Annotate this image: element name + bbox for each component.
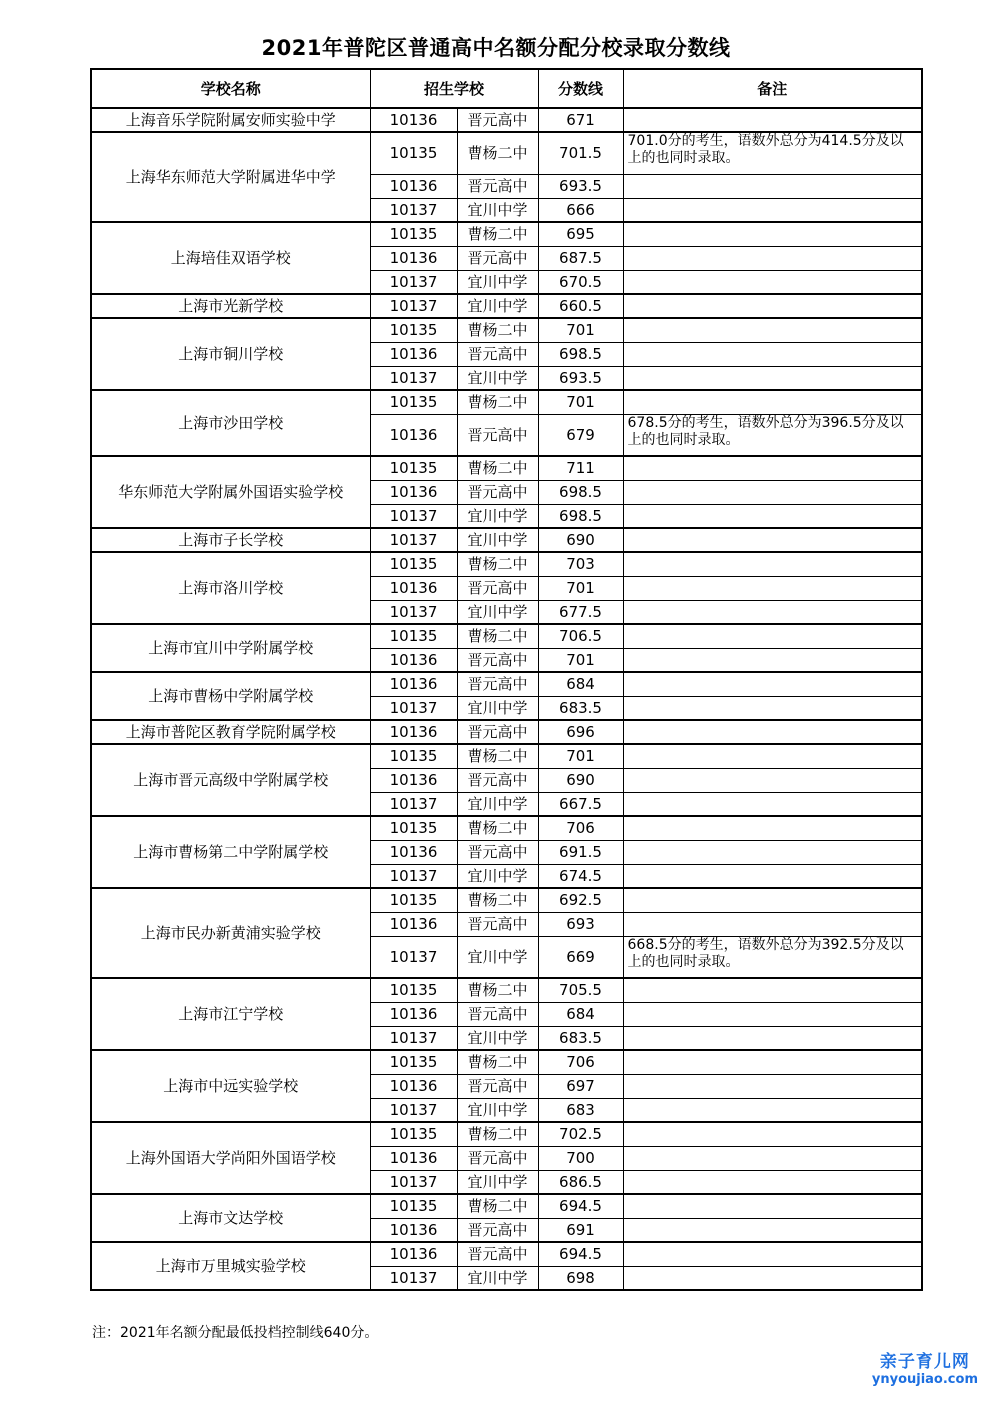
- score-cell: 694.5: [538, 1242, 623, 1266]
- school-name-cell: 上海市宜川中学附属学校: [91, 624, 370, 672]
- enrolling-code-cell: 10136: [370, 768, 457, 792]
- enrolling-code-cell: 10137: [370, 294, 457, 318]
- enrolling-code-cell: 10136: [370, 1146, 457, 1170]
- score-cell: 694.5: [538, 1194, 623, 1218]
- enrolling-code-cell: 10137: [370, 366, 457, 390]
- remark-cell: [623, 1170, 922, 1194]
- enrolling-school-cell: 曹杨二中: [457, 1122, 538, 1146]
- remark-cell: [623, 1122, 922, 1146]
- enrolling-school-cell: 晋元高中: [457, 840, 538, 864]
- score-cell: 701: [538, 318, 623, 342]
- page-title: 2021年普陀区普通高中名额分配分校录取分数线: [261, 36, 731, 60]
- remark-cell: [623, 1194, 922, 1218]
- school-name-cell: 上海市中远实验学校: [91, 1050, 370, 1122]
- enrolling-code-cell: 10136: [370, 672, 457, 696]
- remark-cell: [623, 504, 922, 528]
- enrolling-code-cell: 10137: [370, 504, 457, 528]
- remark-cell: [623, 222, 922, 246]
- score-cell: 684: [538, 672, 623, 696]
- table-row: [91, 720, 922, 744]
- score-cell: 695: [538, 222, 623, 246]
- remark-cell: [623, 456, 922, 480]
- score-cell: 667.5: [538, 792, 623, 816]
- score-cell: 687.5: [538, 246, 623, 270]
- remark-cell: 678.5分的考生，语数外总分为396.5分及以上的也同时录取。: [623, 414, 922, 456]
- score-cell: 677.5: [538, 600, 623, 624]
- enrolling-school-cell: 曹杨二中: [457, 222, 538, 246]
- score-cell: 666: [538, 198, 623, 222]
- table-row: [91, 456, 922, 480]
- score-cell: 698: [538, 1266, 623, 1290]
- table-row: [91, 294, 922, 318]
- enrolling-code-cell: 10136: [370, 720, 457, 744]
- enrolling-code-cell: 10136: [370, 912, 457, 936]
- remark-cell: [623, 1218, 922, 1242]
- enrolling-school-cell: 曹杨二中: [457, 978, 538, 1002]
- enrolling-school-cell: 晋元高中: [457, 480, 538, 504]
- enrolling-code-cell: 10136: [370, 1218, 457, 1242]
- enrolling-code-cell: 10137: [370, 198, 457, 222]
- remark-cell: [623, 1146, 922, 1170]
- score-cell: 700: [538, 1146, 623, 1170]
- remark-cell: [623, 1002, 922, 1026]
- table-row: [91, 1242, 922, 1266]
- remark-cell: [623, 1026, 922, 1050]
- enrolling-code-cell: 10136: [370, 174, 457, 198]
- admission-score-table: [90, 68, 923, 1291]
- remark-cell: [623, 744, 922, 768]
- enrolling-school-cell: 宜川中学: [457, 1266, 538, 1290]
- remark-cell: [623, 864, 922, 888]
- enrolling-code-cell: 10136: [370, 648, 457, 672]
- school-name-cell: 上海市万里城实验学校: [91, 1242, 370, 1290]
- score-cell: 669: [538, 936, 623, 978]
- score-cell: 679: [538, 414, 623, 456]
- enrolling-school-cell: 宜川中学: [457, 504, 538, 528]
- table-row: [91, 390, 922, 414]
- table-header-row: [91, 69, 922, 108]
- school-name-cell: 上海音乐学院附属安师实验中学: [91, 108, 370, 132]
- remark-cell: [623, 1050, 922, 1074]
- table-row: [91, 1194, 922, 1218]
- school-name-cell: 上海市曹杨第二中学附属学校: [91, 816, 370, 888]
- enrolling-school-cell: 曹杨二中: [457, 552, 538, 576]
- remark-cell: [623, 1074, 922, 1098]
- score-cell: 693: [538, 912, 623, 936]
- score-cell: 698.5: [538, 504, 623, 528]
- table-row: [91, 816, 922, 840]
- enrolling-school-cell: 晋元高中: [457, 174, 538, 198]
- enrolling-school-cell: 曹杨二中: [457, 816, 538, 840]
- school-name-cell: 上海市文达学校: [91, 1194, 370, 1242]
- score-cell: 693.5: [538, 174, 623, 198]
- score-cell: 706.5: [538, 624, 623, 648]
- enrolling-school-cell: 晋元高中: [457, 108, 538, 132]
- enrolling-school-cell: 晋元高中: [457, 912, 538, 936]
- enrolling-code-cell: 10135: [370, 1050, 457, 1074]
- enrolling-school-cell: 宜川中学: [457, 294, 538, 318]
- table-row: [91, 1122, 922, 1146]
- enrolling-code-cell: 10135: [370, 1122, 457, 1146]
- remark-cell: [623, 552, 922, 576]
- score-cell: 671: [538, 108, 623, 132]
- enrolling-code-cell: 10135: [370, 624, 457, 648]
- score-cell: 696: [538, 720, 623, 744]
- remark-cell: 701.0分的考生，语数外总分为414.5分及以上的也同时录取。: [623, 132, 922, 174]
- enrolling-school-cell: 宜川中学: [457, 792, 538, 816]
- enrolling-school-cell: 曹杨二中: [457, 1050, 538, 1074]
- remark-cell: [623, 390, 922, 414]
- enrolling-school-cell: 晋元高中: [457, 1242, 538, 1266]
- enrolling-code-cell: 10135: [370, 222, 457, 246]
- enrolling-school-cell: 宜川中学: [457, 1170, 538, 1194]
- enrolling-code-cell: 10136: [370, 342, 457, 366]
- table-row: [91, 624, 922, 648]
- enrolling-school-cell: 曹杨二中: [457, 744, 538, 768]
- score-cell: 674.5: [538, 864, 623, 888]
- enrolling-school-cell: 曹杨二中: [457, 390, 538, 414]
- table-row: [91, 888, 922, 912]
- table-row: [91, 1050, 922, 1074]
- score-cell: 684: [538, 1002, 623, 1026]
- score-cell: 670.5: [538, 270, 623, 294]
- score-cell: 701: [538, 576, 623, 600]
- enrolling-school-cell: 宜川中学: [457, 864, 538, 888]
- enrolling-school-cell: 晋元高中: [457, 1074, 538, 1098]
- remark-cell: [623, 840, 922, 864]
- enrolling-school-cell: 晋元高中: [457, 576, 538, 600]
- enrolling-school-cell: 晋元高中: [457, 768, 538, 792]
- remark-cell: [623, 912, 922, 936]
- school-name-cell: 上海华东师范大学附属进华中学: [91, 132, 370, 222]
- table-row: [91, 528, 922, 552]
- score-cell: 691.5: [538, 840, 623, 864]
- enrolling-code-cell: 10135: [370, 978, 457, 1002]
- enrolling-school-cell: 宜川中学: [457, 696, 538, 720]
- enrolling-school-cell: 晋元高中: [457, 246, 538, 270]
- remark-cell: [623, 648, 922, 672]
- score-cell: 698.5: [538, 342, 623, 366]
- enrolling-school-cell: 宜川中学: [457, 1026, 538, 1050]
- enrolling-code-cell: 10136: [370, 414, 457, 456]
- header-enrolling-school: 招生学校: [370, 69, 538, 108]
- remark-cell: [623, 720, 922, 744]
- table-row: [91, 744, 922, 768]
- score-cell: 706: [538, 816, 623, 840]
- footnote: 注：2021年名额分配最低投档控制线640分。: [92, 1325, 379, 1341]
- school-name-cell: 上海市子长学校: [91, 528, 370, 552]
- enrolling-code-cell: 10137: [370, 1170, 457, 1194]
- score-cell: 697: [538, 1074, 623, 1098]
- score-cell: 701: [538, 744, 623, 768]
- enrolling-school-cell: 宜川中学: [457, 600, 538, 624]
- enrolling-code-cell: 10137: [370, 1098, 457, 1122]
- score-cell: 691: [538, 1218, 623, 1242]
- remark-cell: [623, 816, 922, 840]
- enrolling-code-cell: 10137: [370, 792, 457, 816]
- enrolling-school-cell: 晋元高中: [457, 342, 538, 366]
- header-remark: 备注: [623, 69, 922, 108]
- score-cell: 690: [538, 528, 623, 552]
- remark-cell: [623, 696, 922, 720]
- enrolling-code-cell: 10136: [370, 480, 457, 504]
- remark-cell: [623, 978, 922, 1002]
- score-cell: 703: [538, 552, 623, 576]
- enrolling-code-cell: 10137: [370, 600, 457, 624]
- remark-cell: [623, 768, 922, 792]
- remark-cell: [623, 174, 922, 198]
- enrolling-code-cell: 10136: [370, 1074, 457, 1098]
- school-name-cell: 上海市普陀区教育学院附属学校: [91, 720, 370, 744]
- score-cell: 690: [538, 768, 623, 792]
- school-name-cell: 上海培佳双语学校: [91, 222, 370, 294]
- enrolling-code-cell: 10135: [370, 318, 457, 342]
- header-score-line: 分数线: [538, 69, 623, 108]
- enrolling-code-cell: 10135: [370, 1194, 457, 1218]
- enrolling-school-cell: 宜川中学: [457, 528, 538, 552]
- school-name-cell: 上海市民办新黄浦实验学校: [91, 888, 370, 978]
- enrolling-school-cell: 宜川中学: [457, 198, 538, 222]
- score-cell: 683.5: [538, 1026, 623, 1050]
- enrolling-code-cell: 10136: [370, 246, 457, 270]
- table-row: [91, 672, 922, 696]
- enrolling-code-cell: 10137: [370, 1026, 457, 1050]
- remark-cell: [623, 198, 922, 222]
- enrolling-school-cell: 曹杨二中: [457, 456, 538, 480]
- enrolling-code-cell: 10135: [370, 456, 457, 480]
- score-cell: 692.5: [538, 888, 623, 912]
- enrolling-school-cell: 曹杨二中: [457, 318, 538, 342]
- score-cell: 701.5: [538, 132, 623, 174]
- enrolling-school-cell: 宜川中学: [457, 1098, 538, 1122]
- school-name-cell: 上海市江宁学校: [91, 978, 370, 1050]
- remark-cell: [623, 342, 922, 366]
- enrolling-code-cell: 10135: [370, 744, 457, 768]
- score-cell: 705.5: [538, 978, 623, 1002]
- enrolling-code-cell: 10135: [370, 888, 457, 912]
- enrolling-school-cell: 曹杨二中: [457, 624, 538, 648]
- score-cell: 711: [538, 456, 623, 480]
- enrolling-school-cell: 晋元高中: [457, 720, 538, 744]
- enrolling-code-cell: 10136: [370, 1242, 457, 1266]
- enrolling-school-cell: 曹杨二中: [457, 888, 538, 912]
- remark-cell: [623, 792, 922, 816]
- enrolling-school-cell: 晋元高中: [457, 648, 538, 672]
- enrolling-school-cell: 曹杨二中: [457, 132, 538, 174]
- enrolling-school-cell: 晋元高中: [457, 672, 538, 696]
- enrolling-school-cell: 宜川中学: [457, 270, 538, 294]
- remark-cell: [623, 270, 922, 294]
- watermark-brand: 亲子育儿网: [879, 1352, 970, 1372]
- school-name-cell: 上海市晋元高级中学附属学校: [91, 744, 370, 816]
- enrolling-code-cell: 10137: [370, 696, 457, 720]
- remark-cell: [623, 600, 922, 624]
- remark-cell: [623, 624, 922, 648]
- enrolling-code-cell: 10136: [370, 576, 457, 600]
- school-name-cell: 上海市沙田学校: [91, 390, 370, 456]
- enrolling-school-cell: 晋元高中: [457, 1218, 538, 1242]
- score-cell: 698.5: [538, 480, 623, 504]
- remark-cell: [623, 1098, 922, 1122]
- enrolling-school-cell: 晋元高中: [457, 1146, 538, 1170]
- table-row: [91, 552, 922, 576]
- enrolling-code-cell: 10137: [370, 936, 457, 978]
- enrolling-code-cell: 10137: [370, 528, 457, 552]
- table-row: [91, 978, 922, 1002]
- header-school-name: 学校名称: [91, 69, 370, 108]
- remark-cell: [623, 108, 922, 132]
- score-cell: 693.5: [538, 366, 623, 390]
- school-name-cell: 上海市曹杨中学附属学校: [91, 672, 370, 720]
- remark-cell: [623, 888, 922, 912]
- remark-cell: [623, 672, 922, 696]
- enrolling-code-cell: 10135: [370, 132, 457, 174]
- enrolling-code-cell: 10135: [370, 552, 457, 576]
- remark-cell: [623, 318, 922, 342]
- score-cell: 683: [538, 1098, 623, 1122]
- remark-cell: [623, 576, 922, 600]
- enrolling-school-cell: 曹杨二中: [457, 1194, 538, 1218]
- school-name-cell: 上海市光新学校: [91, 294, 370, 318]
- school-name-cell: 上海市洛川学校: [91, 552, 370, 624]
- school-name-cell: 上海外国语大学尚阳外国语学校: [91, 1122, 370, 1194]
- enrolling-school-cell: 晋元高中: [457, 414, 538, 456]
- enrolling-school-cell: 宜川中学: [457, 936, 538, 978]
- enrolling-code-cell: 10135: [370, 390, 457, 414]
- enrolling-school-cell: 宜川中学: [457, 366, 538, 390]
- watermark-url: ynyoujiao.com: [871, 1372, 978, 1387]
- score-cell: 686.5: [538, 1170, 623, 1194]
- enrolling-code-cell: 10137: [370, 1266, 457, 1290]
- remark-cell: [623, 246, 922, 270]
- enrolling-code-cell: 10135: [370, 816, 457, 840]
- table-row: [91, 318, 922, 342]
- table-row: [91, 132, 922, 174]
- score-cell: 660.5: [538, 294, 623, 318]
- watermark-logo: [872, 1353, 978, 1389]
- table-row: [91, 222, 922, 246]
- enrolling-school-cell: 晋元高中: [457, 1002, 538, 1026]
- remark-cell: 668.5分的考生，语数外总分为392.5分及以上的也同时录取。: [623, 936, 922, 978]
- school-name-cell: 华东师范大学附属外国语实验学校: [91, 456, 370, 528]
- enrolling-code-cell: 10136: [370, 840, 457, 864]
- remark-cell: [623, 528, 922, 552]
- enrolling-code-cell: 10136: [370, 1002, 457, 1026]
- remark-cell: [623, 1242, 922, 1266]
- score-cell: 702.5: [538, 1122, 623, 1146]
- school-name-cell: 上海市铜川学校: [91, 318, 370, 390]
- score-cell: 701: [538, 390, 623, 414]
- score-cell: 683.5: [538, 696, 623, 720]
- score-cell: 706: [538, 1050, 623, 1074]
- score-cell: 701: [538, 648, 623, 672]
- remark-cell: [623, 480, 922, 504]
- enrolling-code-cell: 10136: [370, 108, 457, 132]
- enrolling-code-cell: 10137: [370, 270, 457, 294]
- remark-cell: [623, 294, 922, 318]
- table-row: [91, 108, 922, 132]
- remark-cell: [623, 366, 922, 390]
- remark-cell: [623, 1266, 922, 1290]
- enrolling-code-cell: 10137: [370, 864, 457, 888]
- table-body: [91, 108, 922, 1290]
